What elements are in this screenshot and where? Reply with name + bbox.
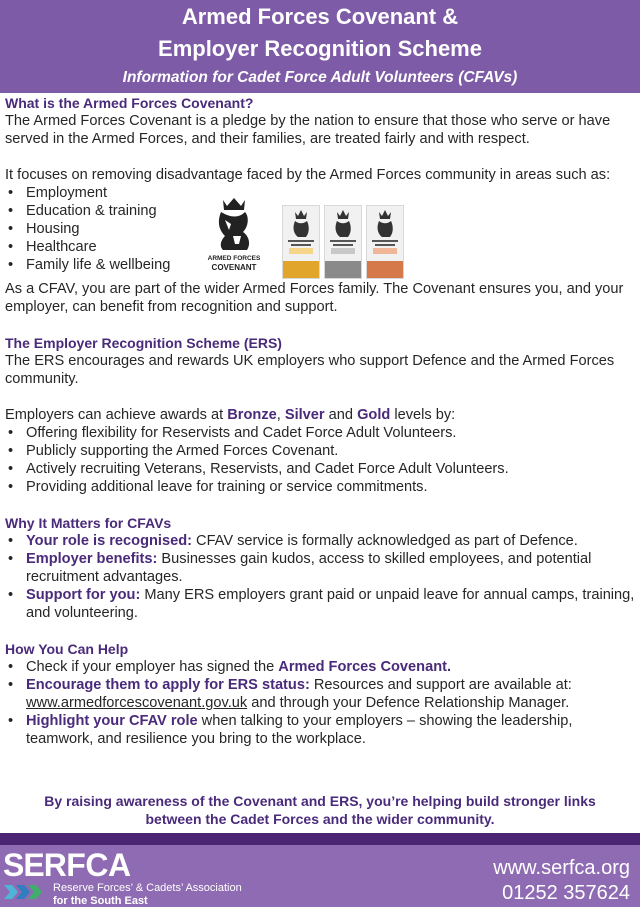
ers-ways-list	[5, 424, 635, 496]
list-item: • Offering flexibility for Reservists and Cadet Force Adult Volunteers.	[5, 424, 635, 442]
serfca-chevron-icon	[4, 883, 44, 901]
list-item: • Actively recruiting Veterans, Reservists, and Cadet Force Adult Volunteers.	[5, 460, 635, 478]
covenant-heading: What is the Armed Forces Covenant?	[5, 95, 254, 111]
title-line-1: Armed Forces Covenant &	[181, 4, 459, 29]
title-line-2: Employer Recognition Scheme	[158, 36, 482, 61]
covenant-website-link[interactable]: www.armedforcescovenant.gov.uk	[26, 695, 248, 711]
why-list	[5, 532, 635, 622]
tagline-1: Reserve Forces’ & Cadets’ Association	[53, 882, 242, 894]
level-silver: Silver	[284, 407, 325, 423]
list-item: • Check if your employer has signed the Armed Forces Covenant.	[5, 658, 635, 676]
areas-and-logos	[5, 184, 635, 274]
footer	[0, 845, 640, 907]
ers-silver-badge-icon	[324, 205, 362, 279]
ers-gold-badge-icon	[282, 205, 320, 279]
list-item: • Providing additional leave for training or service commitments.	[5, 478, 635, 496]
list-item: • Publicly supporting the Armed Forces Covenant.	[5, 442, 635, 460]
list-item: • Support for you: Many ERS employers grant paid or unpaid leave for annual camps, training, and volunteering.	[5, 586, 635, 622]
closing-statement: By raising awareness of the Covenant and ERS, you’re helping build stronger links between the Cadet Forces and the wider community.	[44, 793, 596, 827]
subtitle: Information for Cadet Force Adult Volunteers (CFAVs)	[122, 69, 518, 86]
level-gold: Gold	[357, 407, 391, 423]
website-link[interactable]: www.serfca.org	[493, 857, 630, 879]
list-item: • Healthcare	[5, 238, 170, 256]
tagline-2: for the South East	[53, 895, 148, 907]
header-banner	[0, 0, 640, 93]
covenant-logo-text-1: ARMED FORCES	[207, 255, 261, 262]
covenant-para-2: It focuses on removing disadvantage faced by the Armed Forces community in areas such as:	[5, 167, 611, 183]
footer-divider	[0, 833, 640, 845]
list-item: • Highlight your CFAV role when talking to your employers – showing the leadership, teamwork, and resilience you bring to the workplace.	[5, 712, 635, 748]
list-item: • Encourage them to apply for ERS status: Resources and support are available at: www.armedforcescovenant.gov.uk and through your Defence Relationship Manager.	[5, 676, 635, 712]
ers-para-1: The ERS encourages and rewards UK employers who support Defence and the Armed Forces community.	[5, 353, 615, 387]
list-item: • Employment	[5, 184, 170, 202]
list-item: • Your role is recognised: CFAV service is formally acknowledged as part of Defence.	[5, 532, 635, 550]
covenant-logo-text-2: COVENANT	[211, 263, 257, 272]
list-item: • Education & training	[5, 202, 170, 220]
ers-bronze-badge-icon	[366, 205, 404, 279]
areas-list	[5, 184, 170, 274]
covenant-lion-crown-icon	[207, 196, 261, 274]
main-content	[5, 94, 635, 748]
level-bronze: Bronze	[227, 407, 277, 423]
list-item: • Housing	[5, 220, 170, 238]
phone-number: 01252 357624	[502, 882, 630, 904]
list-item: • Employer benefits: Businesses gain kudos, access to skilled employees, and potential recruitment advantages.	[5, 550, 635, 586]
ers-heading: The Employer Recognition Scheme (ERS)	[5, 335, 282, 351]
list-item: • Family life & wellbeing	[5, 256, 170, 274]
ers-levels: Employers can achieve awards at Bronze, Silver and Gold levels by:	[5, 407, 456, 423]
covenant-para-1: The Armed Forces Covenant is a pledge by the nation to ensure that those who serve or have served in the Armed Forces, and their families, are treated fairly and with respect.	[5, 113, 611, 147]
help-heading: How You Can Help	[5, 641, 129, 657]
covenant-para-3: As a CFAV, you are part of the wider Armed Forces family. The Covenant ensures you, and your employer, can benefit from recognition and support.	[5, 281, 624, 315]
serfca-logo: SERFCA	[3, 847, 131, 883]
why-heading: Why It Matters for CFAVs	[5, 515, 172, 531]
help-list	[5, 658, 635, 748]
